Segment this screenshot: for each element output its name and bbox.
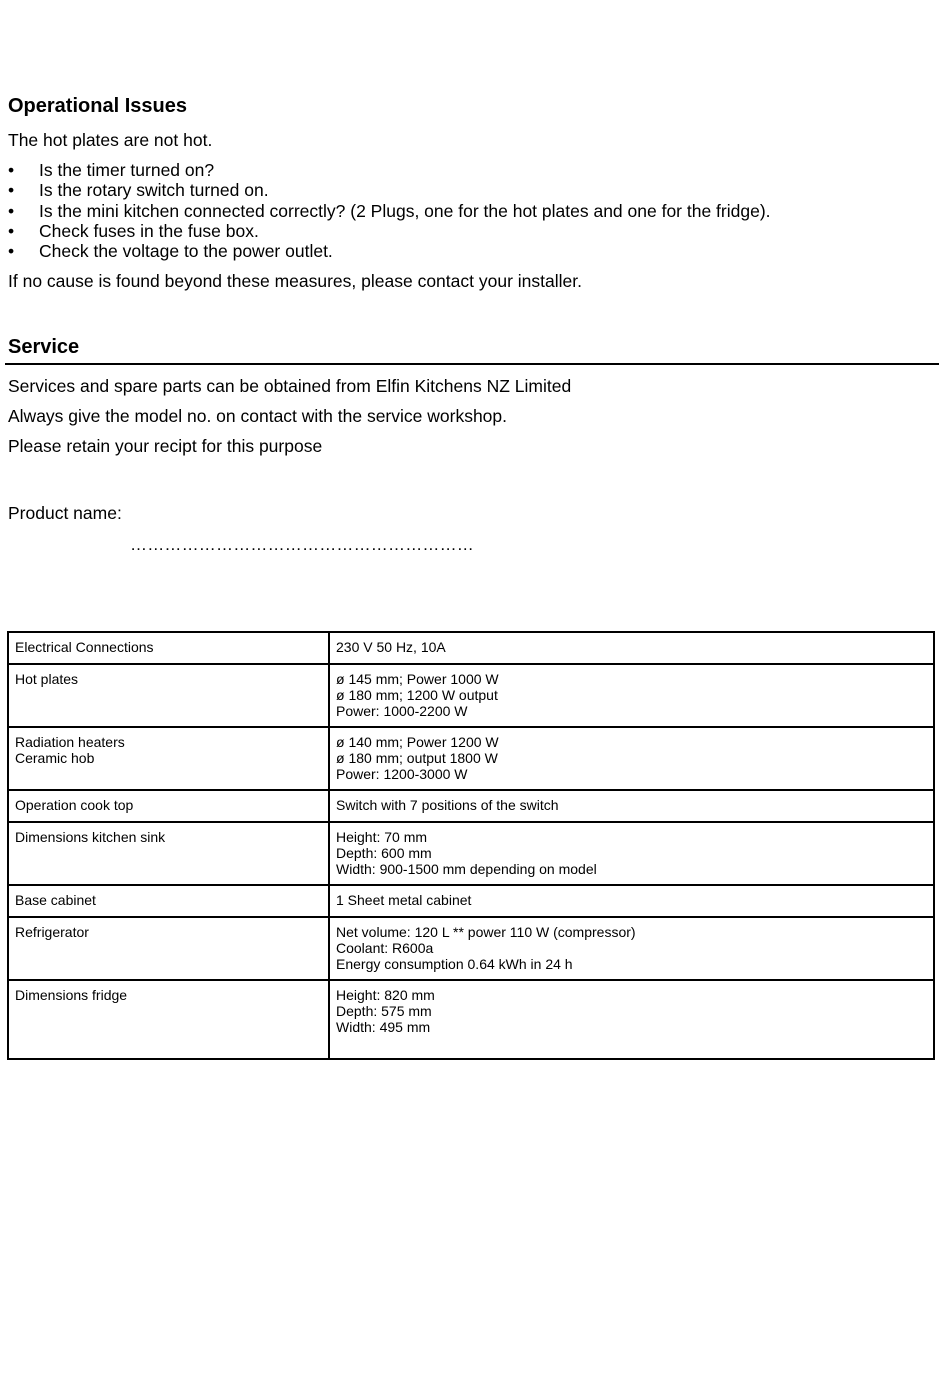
product-name-fill: ……………………………………………………: [130, 535, 474, 554]
list-item: [8, 221, 771, 241]
spec-value-line: Switch with 7 positions of the switch: [336, 797, 559, 813]
spec-label: [8, 727, 329, 790]
spec-value: [329, 980, 934, 1059]
table-row: [8, 822, 934, 885]
troubleshooting-checklist: [8, 160, 771, 261]
bullet-icon: •: [8, 160, 15, 180]
service-parts-text: Services and spare parts can be obtained from Elfin Kitchens NZ Limited: [8, 376, 572, 396]
spec-value: [329, 727, 934, 790]
spec-value: [329, 632, 934, 664]
check-text: Is the mini kitchen connected correctly? (2 Plugs, one for the hot plates and one for the fridge).: [39, 200, 771, 221]
spec-label-line: Radiation heaters: [15, 734, 125, 750]
service-model-text: Always give the model no. on contact with the service workshop.: [8, 406, 507, 426]
list-item: [8, 201, 771, 221]
check-text: Check fuses in the fuse box.: [39, 220, 259, 241]
list-item: [8, 241, 771, 261]
table-row: [8, 917, 934, 980]
spec-value-line: Power: 1000-2200 W: [336, 703, 468, 719]
spec-value-line: ø 145 mm; Power 1000 W: [336, 671, 499, 687]
spec-value: [329, 822, 934, 885]
product-name-label: Product name:: [8, 503, 122, 523]
spec-label-line: Operation cook top: [15, 797, 134, 813]
table-row: [8, 664, 934, 727]
service-receipt-text: Please retain your recipt for this purpose: [8, 436, 323, 456]
spec-value-line: 230 V 50 Hz, 10A: [336, 639, 446, 655]
bullet-icon: •: [8, 200, 15, 221]
spec-value-line: 1 Sheet metal cabinet: [336, 892, 472, 908]
spec-value-line: ø 140 mm; Power 1200 W: [336, 734, 499, 750]
spec-label: [8, 664, 329, 727]
spec-value-line: Coolant: R600a: [336, 940, 434, 956]
table-row: [8, 727, 934, 790]
spec-value-line: Width: 900-1500 mm depending on model: [336, 861, 597, 877]
spec-label: [8, 790, 329, 822]
spec-label-line: Dimensions kitchen sink: [15, 829, 166, 845]
spec-value-line: Width: 495 mm: [336, 1019, 431, 1035]
spec-value-line: Net volume: 120 L ** power 110 W (compressor): [336, 924, 636, 940]
operational-issues-heading: Operational Issues: [8, 95, 187, 117]
list-item: [8, 160, 771, 180]
spec-value: [329, 917, 934, 980]
spec-label-line: Ceramic hob: [15, 750, 95, 766]
spec-label: [8, 632, 329, 664]
operational-outro: If no cause is found beyond these measures, please contact your installer.: [8, 271, 582, 291]
bullet-icon: •: [8, 180, 15, 201]
spec-label-line: Refrigerator: [15, 924, 89, 940]
spec-value-line: Height: 70 mm: [336, 829, 428, 845]
service-divider: [5, 363, 939, 365]
spec-label-line: Dimensions fridge: [15, 987, 128, 1003]
spec-value: [329, 664, 934, 727]
spec-label: [8, 885, 329, 917]
spec-label: [8, 980, 329, 1059]
table-row: [8, 980, 934, 1059]
spec-label-line: Base cabinet: [15, 892, 96, 908]
spec-label: [8, 822, 329, 885]
spec-value: [329, 790, 934, 822]
spec-value-line: Depth: 575 mm: [336, 1003, 432, 1019]
spec-value-line: ø 180 mm; output 1800 W: [336, 750, 498, 766]
list-item: [8, 180, 771, 200]
specifications-table: [7, 631, 935, 1060]
check-text: Is the rotary switch turned on.: [39, 180, 269, 201]
spec-value-line: Depth: 600 mm: [336, 845, 432, 861]
operational-intro: The hot plates are not hot.: [8, 130, 213, 150]
spec-label-line: Hot plates: [15, 671, 79, 687]
bullet-icon: •: [8, 241, 15, 262]
spec-label-line: Electrical Connections: [15, 639, 154, 655]
spec-value-line: Height: 820 mm: [336, 987, 435, 1003]
spec-value-line: Energy consumption 0.64 kWh in 24 h: [336, 956, 573, 972]
check-text: Check the voltage to the power outlet.: [39, 241, 333, 262]
spec-label: [8, 917, 329, 980]
check-text: Is the timer turned on?: [39, 160, 215, 180]
spec-value-line: ø 180 mm; 1200 W output: [336, 687, 498, 703]
spec-value-line: Power: 1200-3000 W: [336, 766, 468, 782]
table-row: [8, 885, 934, 917]
table-row: [8, 790, 934, 822]
bullet-icon: •: [8, 220, 15, 241]
spec-value: [329, 885, 934, 917]
table-row: [8, 632, 934, 664]
service-heading: Service: [8, 336, 80, 358]
